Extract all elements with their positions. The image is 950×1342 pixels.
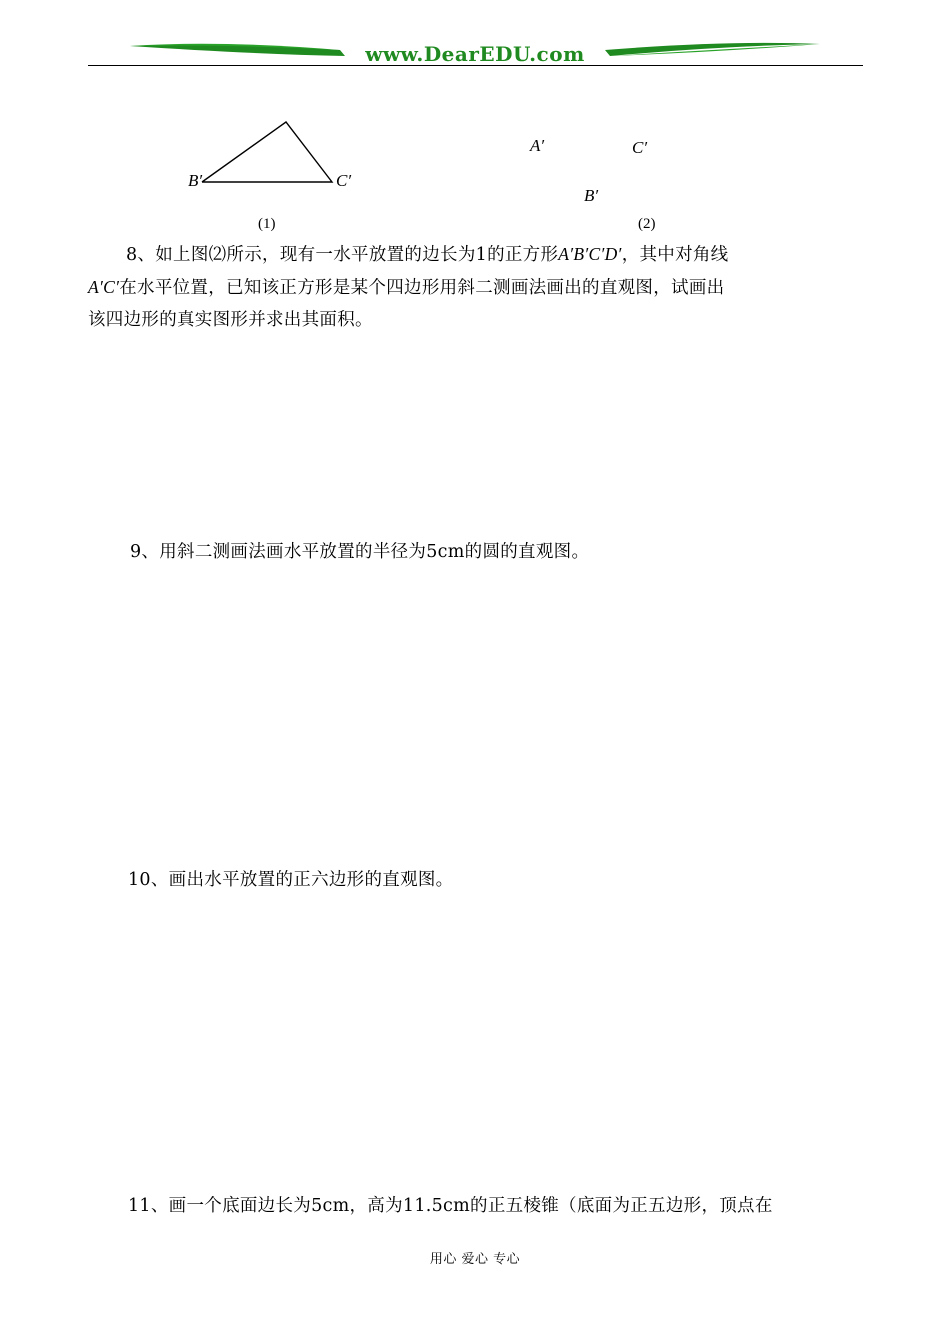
- figure-2: [520, 130, 680, 240]
- header-divider: [88, 65, 863, 66]
- question-10: 10、画出水平放置的正六边形的直观图。: [128, 870, 454, 890]
- point-label-a: A′: [530, 136, 545, 155]
- footer-text: 用心 爱心 专心: [429, 1252, 521, 1267]
- diagonal-label: A′C′: [88, 277, 120, 297]
- point-label-b: B′: [584, 186, 599, 205]
- figure-1-caption: (1): [258, 216, 276, 232]
- question-8: [88, 238, 868, 336]
- point-label-c: C′: [632, 138, 648, 157]
- question-9: 9、用斜二测画法画水平放置的半径为5cm的圆的直观图。: [130, 542, 590, 562]
- question-11: 11、画一个底面边长为5cm，高为11.5cm的正五棱锥（底面为正五边形，顶点在: [128, 1196, 773, 1216]
- figure-2-caption: (2): [638, 216, 656, 232]
- question-8-line-3: 该四边形的真实图形并求出其面积。: [88, 310, 373, 330]
- question-8-line-1: 8、如上图⑵所示，现有一水平放置的边长为1的正方形A′B′C′D′，其中对角线: [126, 244, 729, 265]
- point-label-b: B′: [188, 171, 203, 190]
- point-label-c: C′: [336, 171, 352, 190]
- site-logo-text: www.DearEDU.com: [365, 42, 585, 66]
- question-8-line-2: A′C′在水平位置，已知该正方形是某个四边形用斜二测画法画出的直观图，试画出: [88, 277, 725, 298]
- square-label: A′B′C′D′: [558, 244, 622, 264]
- figure-1: [180, 110, 380, 240]
